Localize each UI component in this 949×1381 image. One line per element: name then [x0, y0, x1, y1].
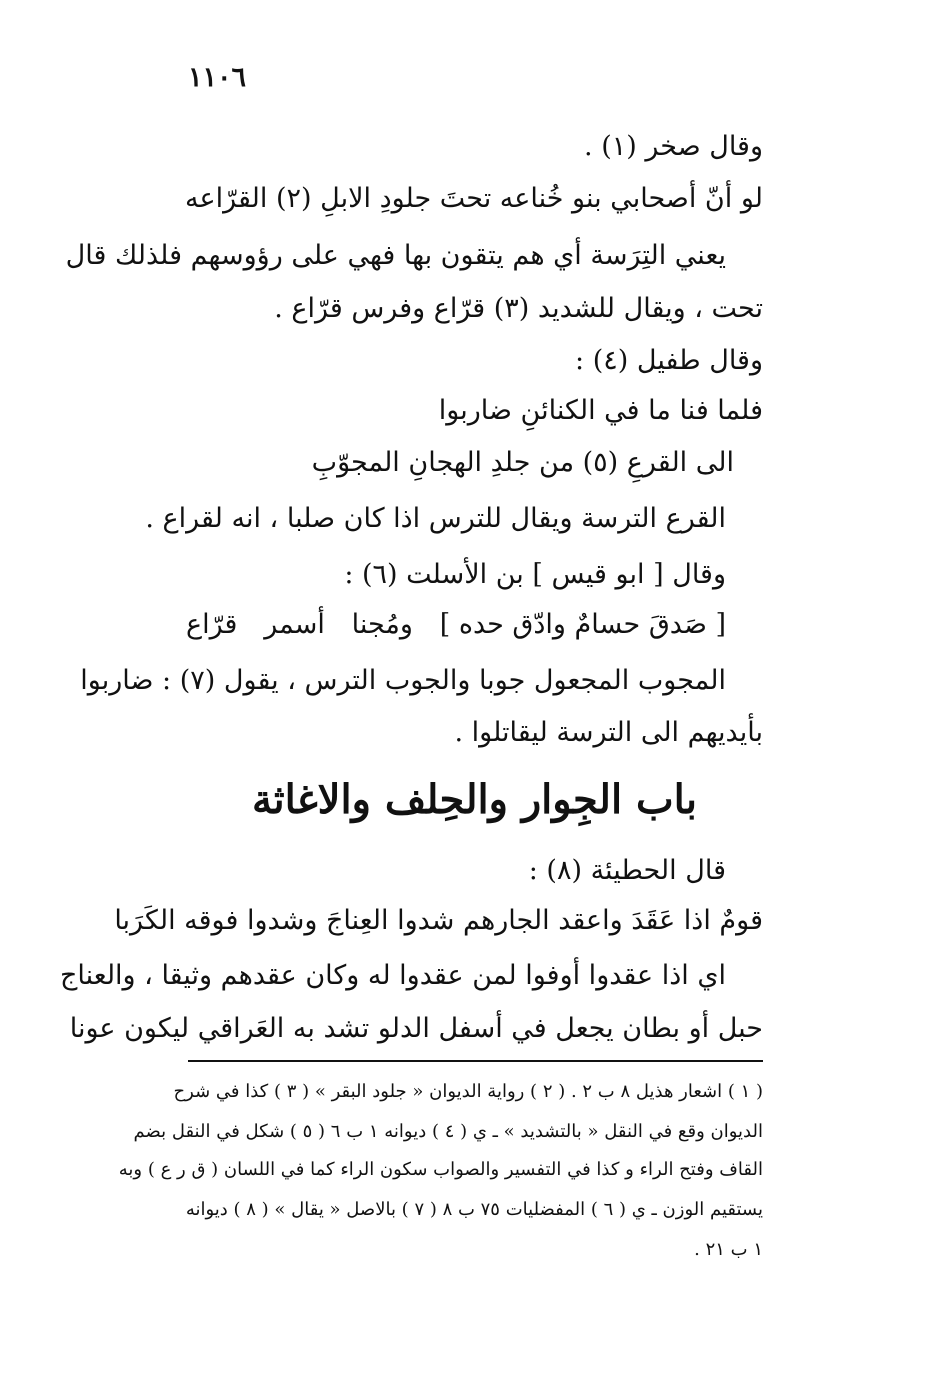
footnote-line: الديوان وقع في النقل « بالتشديد » ـ ي ( ٤ ) ديوانه ١ ب ٦ ( ٥ ) شكل في النقل بضم [133, 1121, 763, 1142]
verse-part: أسمر [264, 609, 325, 640]
footnote-divider [188, 1060, 763, 1062]
verse-line [186, 606, 726, 644]
chapter-title: باب الجِوار والحِلف والاغاثة [252, 776, 697, 823]
verse-part: [ صَدقَ حسامٌ وادّق حده ] [439, 609, 726, 640]
verse-line: لو أنّ أصحابي بنو خُناعه تحتَ جلودِ الابلِ (٢) القرّاعه [185, 183, 763, 214]
text-line: تحت ، ويقال للشديد (٣) قرّاع وفرس قرّاع . [274, 293, 763, 324]
text-line: المجوب المجعول جوبا والجوب الترس ، يقول (٧) : ضاربوا [80, 665, 726, 696]
footnote-line: يستقيم الوزن ـ ي ( ٦ ) المفضليات ٧٥ ب ٨ ( ٧ ) بالاصل « يقال » ( ٨ ) ديوانه [185, 1199, 763, 1220]
text-line: يعني التِرَسة أي هم يتقون بها فهي على رؤوسهم فلذلك قال [65, 240, 726, 271]
page-number: ١١٠٦ [188, 62, 247, 93]
text-line: بأيديهم الى الترسة ليقاتلوا . [454, 717, 763, 748]
footnote-line: ١ ب ٢١ . [694, 1239, 763, 1260]
text-line: حبل أو بطان يجعل في أسفل الدلو تشد به العَراقي ليكون عونا [69, 1013, 763, 1044]
text-line: وقال [ ابو قيس ] بن الأسلت (٦) : [344, 559, 726, 590]
footnote-line: القاف وفتح الراء و كذا في التفسير والصواب سكون الراء كما في اللسان ( ق ر ع ) وبه [118, 1159, 763, 1180]
footnote-line: ( ١ ) اشعار هذيل ٨ ب ٢ . ( ٢ ) رواية الديوان « جلود البقر » ( ٣ ) كذا في شرح [173, 1081, 763, 1102]
text-line: القرع الترسة ويقال للترس اذا كان صلبا ، انه لقراع . [145, 503, 726, 534]
verse-line: قومٌ اذا عَقَدَ واعقد الجارهم شدوا العِناجَ وشدوا فوقه الكَرَبا [114, 905, 763, 936]
text-line: اي اذا عقدوا أوفوا لمن عقدوا له وكان عقدهم وثيقا ، والعناج [59, 960, 726, 991]
verse-part: قرّاع [186, 609, 238, 640]
verse-line: الى القرعِ (٥) من جلدِ الهجانِ المجوّبِ [311, 447, 734, 478]
text-line: قال الحطيئة (٨) : [528, 855, 726, 886]
text-line: وقال طفيل (٤) : [575, 345, 763, 376]
text-line: وقال صخر (١) . [584, 131, 763, 162]
verse-line: فلما فنا ما في الكنائنِ ضاربوا [438, 395, 763, 426]
verse-part: ومُجنا [351, 609, 413, 640]
